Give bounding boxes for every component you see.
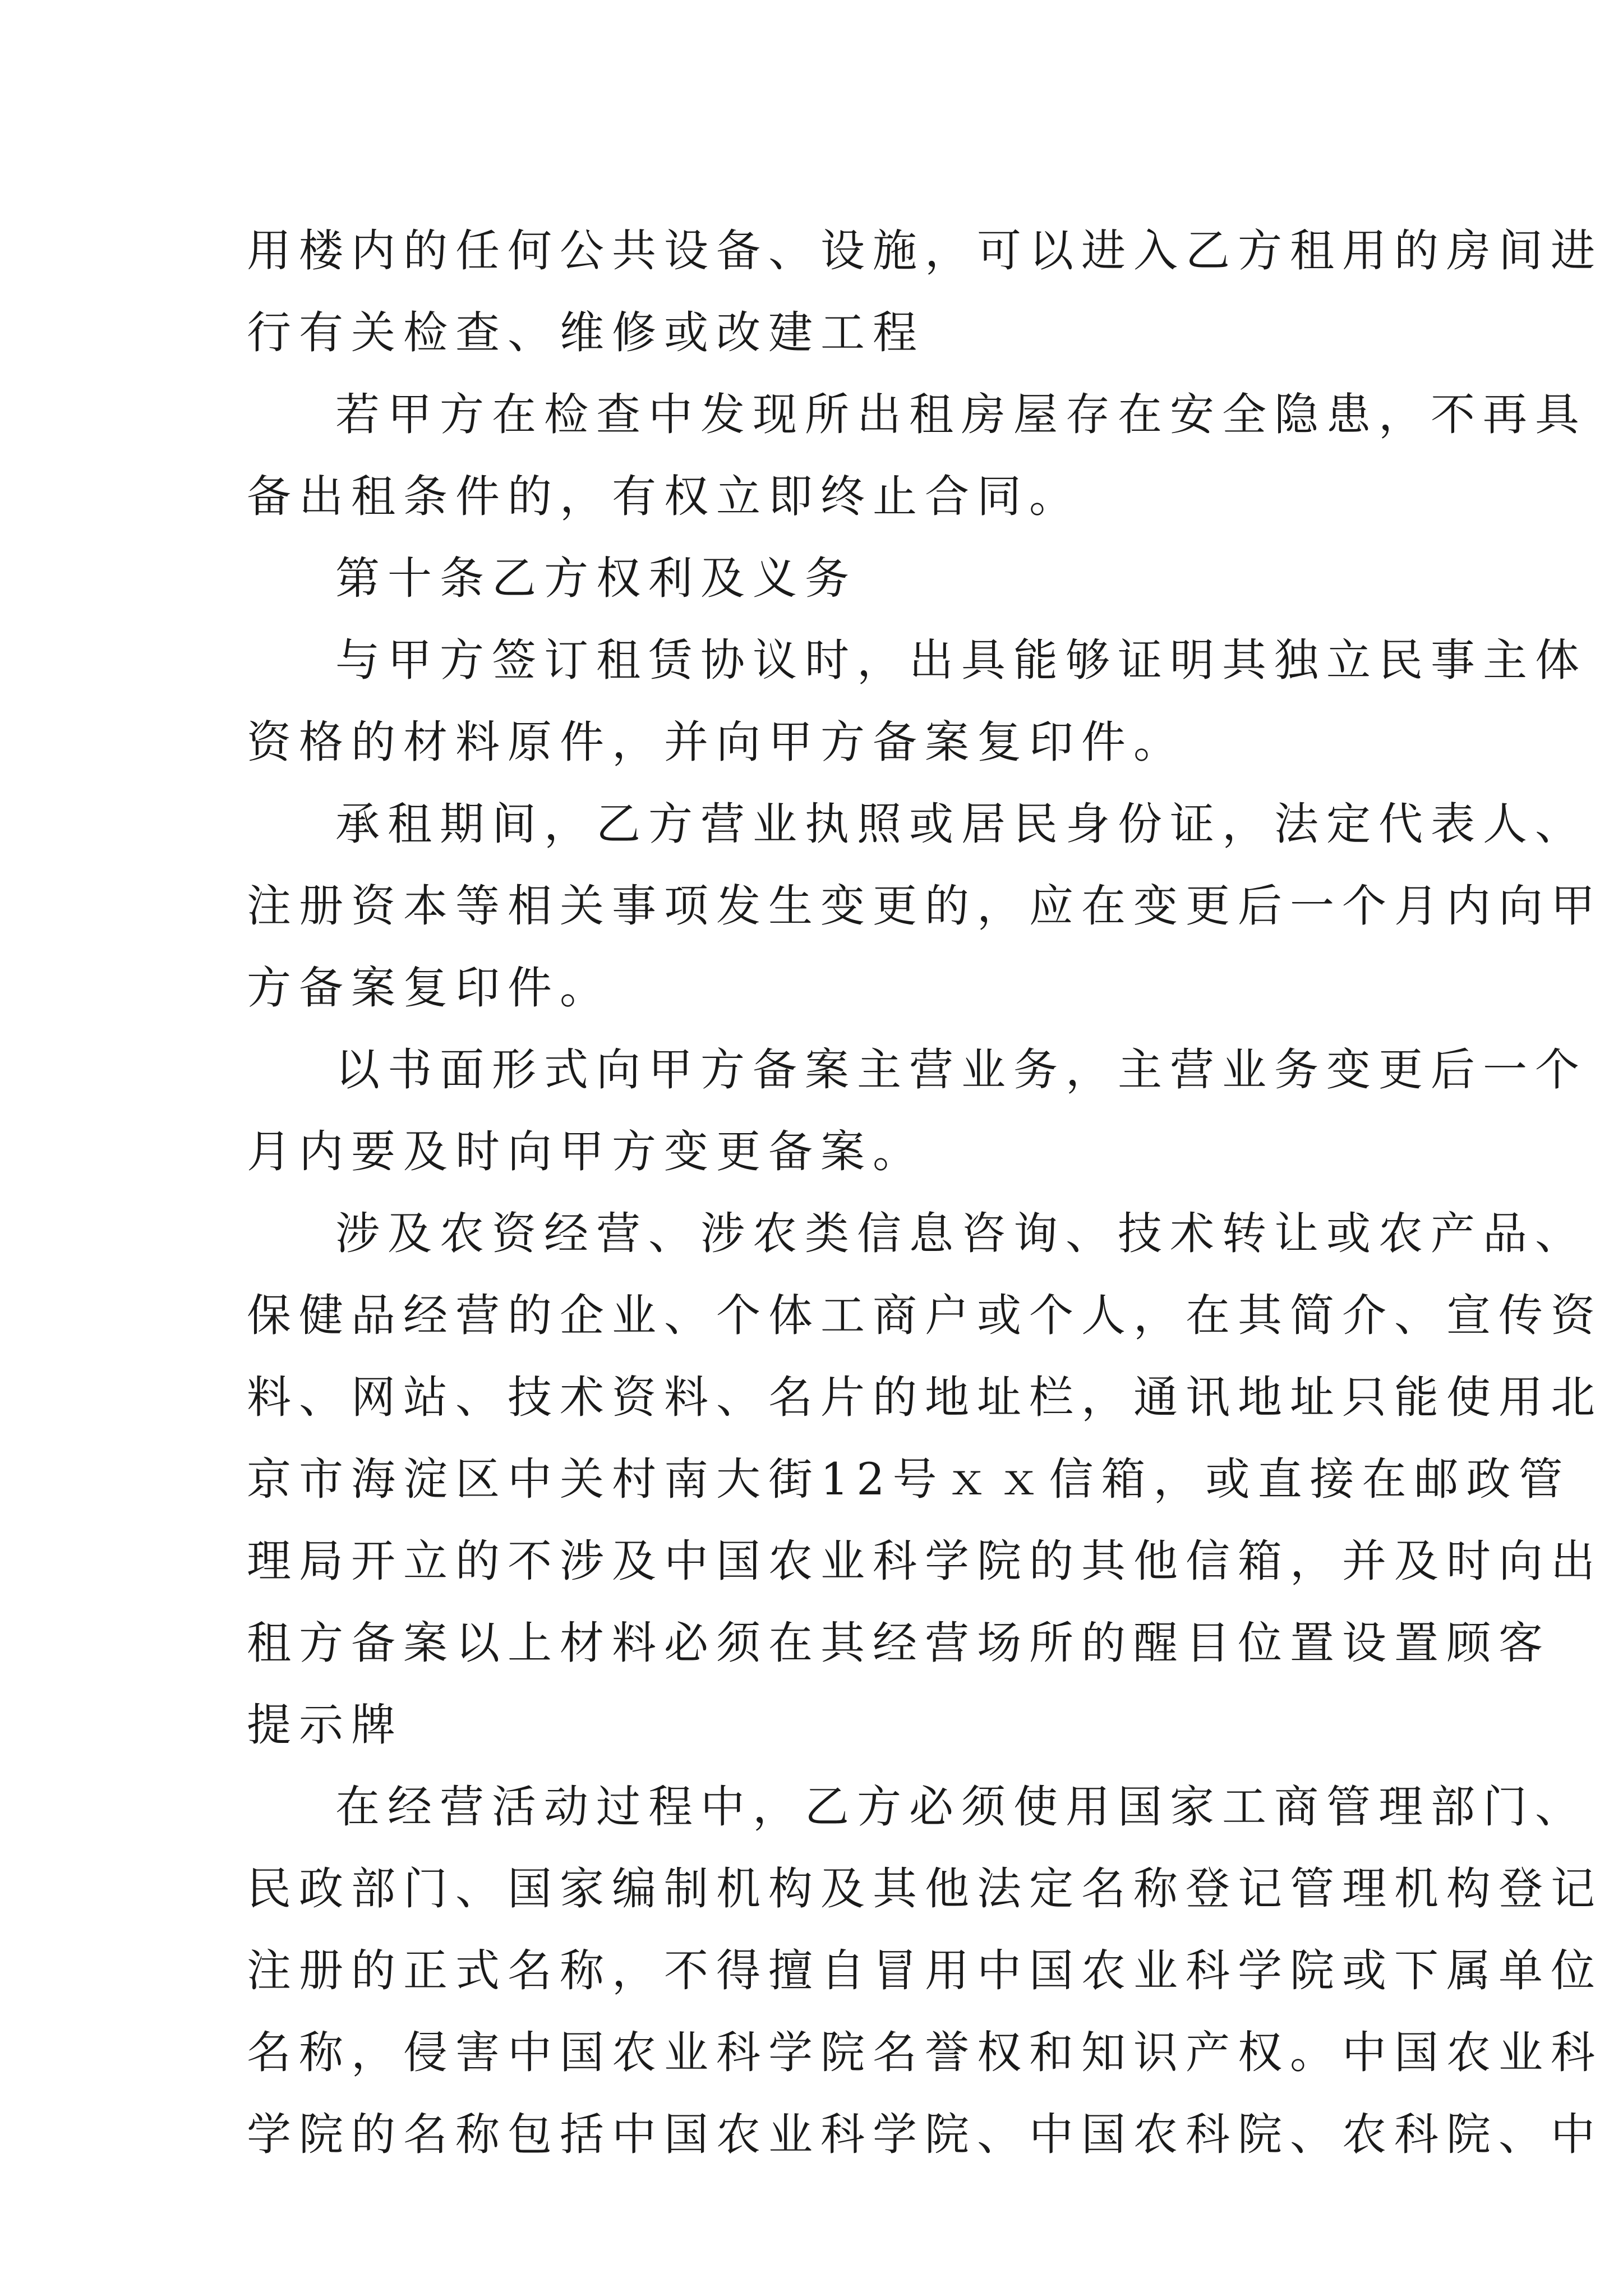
- text-line: 用楼内的任何公共设备、设施，可以进入乙方租用的房间进: [247, 225, 1603, 277]
- text-line: 方备案复印件。: [247, 962, 612, 1014]
- text-line: 备出租条件的，有权立即终止合同。: [247, 471, 1081, 522]
- text-line: 名称，侵害中国农业科学院名誉权和知识产权。中国农业科: [247, 2027, 1603, 2078]
- text-line: 行有关检查、维修或改建工程: [247, 307, 925, 358]
- text-line: 月内要及时向甲方变更备案。: [247, 1126, 925, 1177]
- text-line: 若甲方在检查中发现所出租房屋存在安全隐患，不再具: [335, 389, 1587, 440]
- text-line: 保健品经营的企业、个体工商户或个人，在其简介、宣传资: [247, 1290, 1603, 1341]
- text-line: 租方备案以上材料必须在其经营场所的醒目位置设置顾客: [247, 1617, 1551, 1669]
- text-line: 涉及农资经营、涉农类信息咨询、技术转让或农产品、: [335, 1208, 1587, 1259]
- section-heading: 第十条乙方权利及义务: [335, 553, 857, 604]
- text-line: 资格的材料原件，并向甲方备案复印件。: [247, 716, 1186, 768]
- text-line: 在经营活动过程中，乙方必须使用国家工商管理部门、: [335, 1781, 1587, 1833]
- text-line: 提示牌: [247, 1699, 403, 1751]
- text-line: 承租期间，乙方营业执照或居民身份证，法定代表人、: [335, 798, 1587, 850]
- text-line: 料、网站、技术资料、名片的地址栏，通讯地址只能使用北: [247, 1372, 1603, 1423]
- text-line: 民政部门、国家编制机构及其他法定名称登记管理机构登记: [247, 1863, 1603, 1915]
- document-body: [247, 210, 1603, 2175]
- text-line: 注册资本等相关事项发生变更的，应在变更后一个月内向甲: [247, 880, 1603, 932]
- text-line: 以书面形式向甲方备案主营业务，主营业务变更后一个: [335, 1044, 1587, 1096]
- text-line: 与甲方签订租赁协议时，出具能够证明其独立民事主体: [335, 634, 1587, 686]
- text-line: 京市海淀区中关村南大街12号ｘｘ信箱，或直接在邮政管: [247, 1453, 1571, 1505]
- text-line: 注册的正式名称，不得擅自冒用中国农业科学院或下属单位: [247, 1945, 1603, 1996]
- text-line: 理局开立的不涉及中国农业科学院的其他信箱，并及时向出: [247, 1535, 1603, 1587]
- text-line: 学院的名称包括中国农业科学院、中国农科院、农科院、中: [247, 2109, 1603, 2160]
